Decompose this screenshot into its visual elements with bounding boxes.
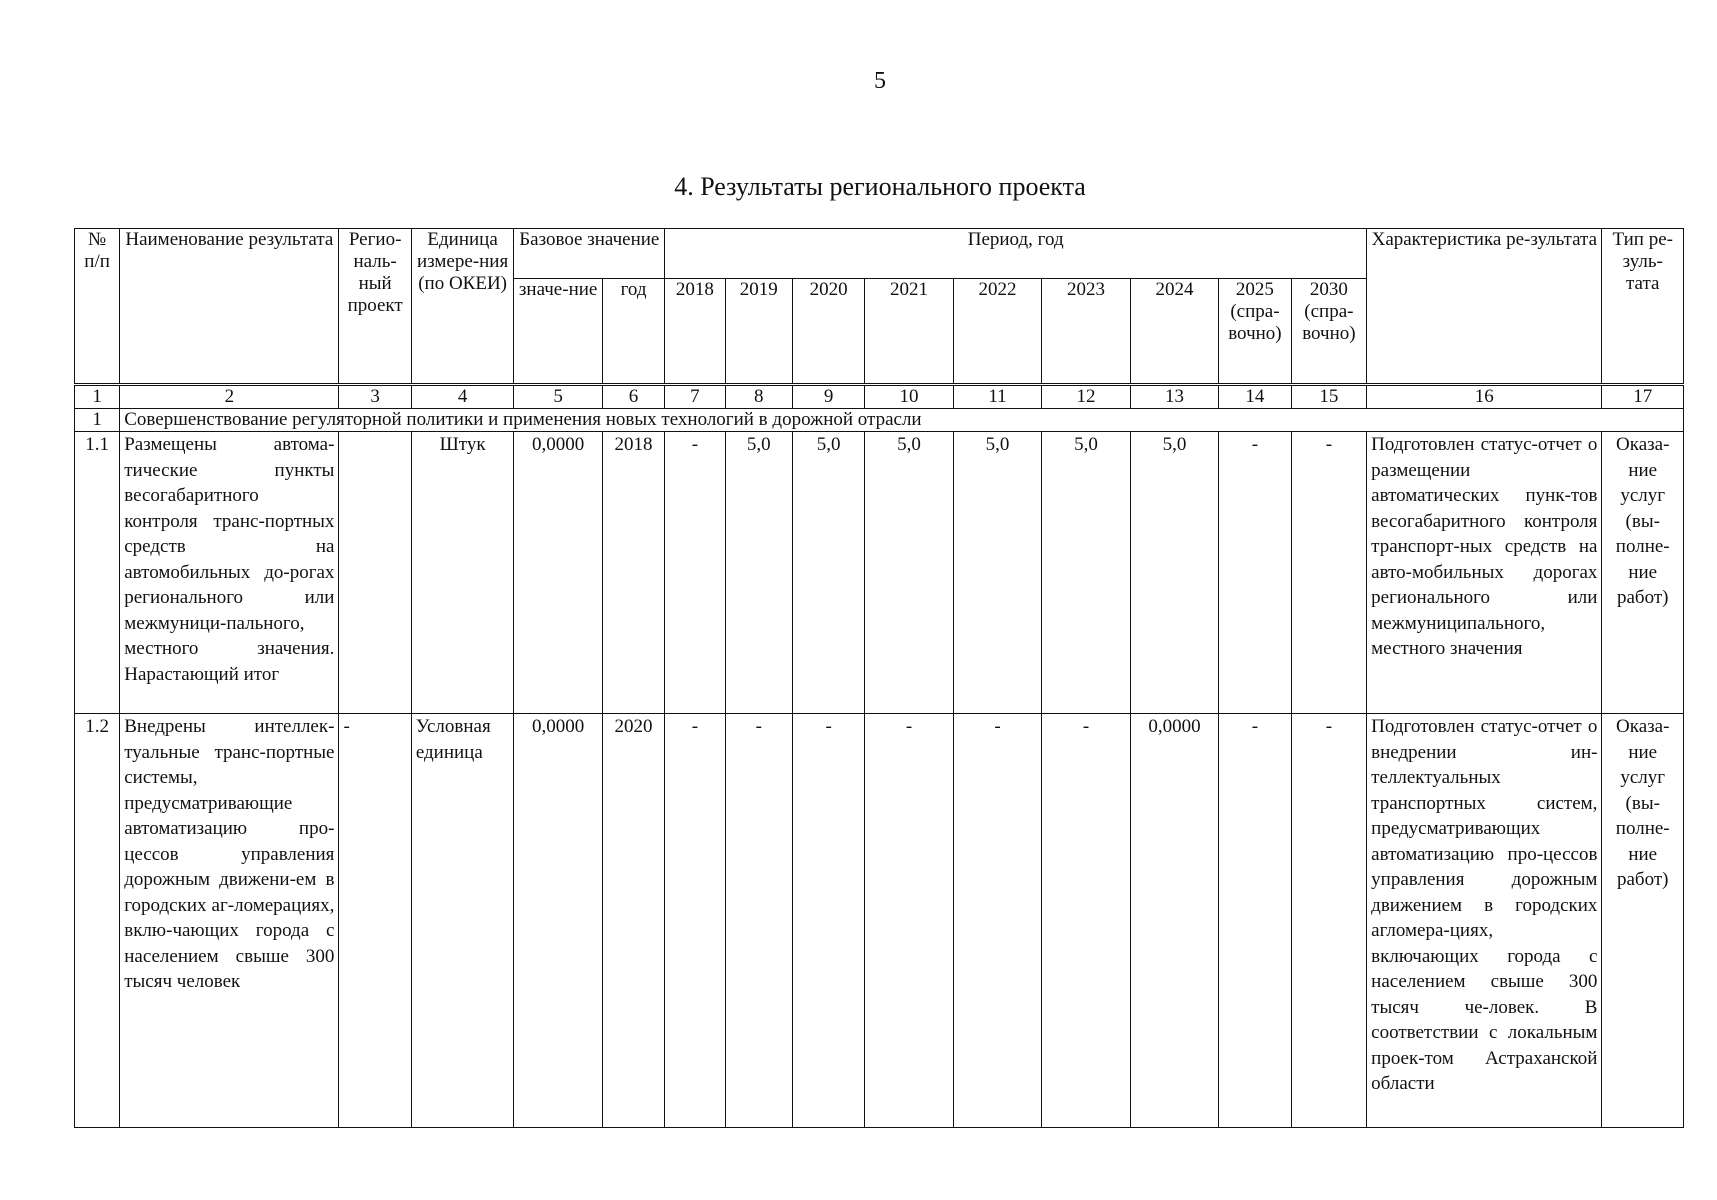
row-value-2018: - (665, 432, 725, 714)
column-number: 10 (865, 385, 953, 409)
header-year-2023: 2023 (1042, 279, 1130, 385)
row-characteristic: Подготовлен статус-отчет о размещении автоматических пунк-тов весогабаритного контроля транспорт-ных средств на авто-мобильных дорогах регионального или межмуниципального, местного значения (1367, 432, 1602, 714)
row-value-2021: 5,0 (865, 432, 953, 714)
column-number: 8 (725, 385, 792, 409)
column-number: 7 (665, 385, 725, 409)
column-number: 4 (411, 385, 514, 409)
row-value-2022: 5,0 (953, 432, 1041, 714)
row-value-2020: - (792, 714, 864, 1128)
row-type: Оказа-ние услуг (вы-полне-ние работ) (1602, 714, 1684, 1128)
header-base-value: Базовое значение (514, 229, 665, 279)
header-type: Тип ре-зуль-тата (1602, 229, 1684, 385)
row-num: 1.2 (75, 714, 120, 1128)
header-year-2021: 2021 (865, 279, 953, 385)
section-num: 1 (75, 409, 120, 432)
page-title: 4. Результаты регионального проекта (674, 172, 1086, 201)
row-value-2018: - (665, 714, 725, 1128)
row-num: 1.1 (75, 432, 120, 714)
section-title: Совершенствование регуляторной политики и применения новых технологий в дорожной отрасли (120, 409, 1684, 432)
row-value-2019: 5,0 (725, 432, 792, 714)
row-regional-project (339, 432, 411, 714)
row-base-value: 0,0000 (514, 432, 602, 714)
header-year-2020: 2020 (792, 279, 864, 385)
row-regional-project: - (339, 714, 411, 1128)
column-number: 14 (1219, 385, 1291, 409)
header-year-2018: 2018 (665, 279, 725, 385)
header-year-2024: 2024 (1130, 279, 1218, 385)
row-type: Оказа-ние услуг (вы-полне-ние работ) (1602, 432, 1684, 714)
row-value-2023: 5,0 (1042, 432, 1130, 714)
row-unit: Условная единица (411, 714, 514, 1128)
column-number: 13 (1130, 385, 1218, 409)
row-value-2019: - (725, 714, 792, 1128)
row-base-year: 2018 (602, 432, 664, 714)
column-number: 16 (1367, 385, 1602, 409)
row-value-2030: - (1291, 432, 1367, 714)
header-num: № п/п (75, 229, 120, 385)
row-value-2020: 5,0 (792, 432, 864, 714)
column-number: 2 (120, 385, 339, 409)
table-row (75, 714, 1684, 1128)
column-number: 1 (75, 385, 120, 409)
header-year-2019: 2019 (725, 279, 792, 385)
row-value-2030: - (1291, 714, 1367, 1128)
column-number-row (75, 385, 1684, 409)
header-period: Период, год (665, 229, 1367, 279)
column-number: 9 (792, 385, 864, 409)
column-number: 17 (1602, 385, 1684, 409)
header-base-value-value: значе-ние (514, 279, 602, 385)
row-characteristic: Подготовлен статус-отчет о внедрении ин-теллектуальных транспортных систем, предусматривающих автоматизацию про-цессов управления дорожным движением в городских агломера-циях, включающих города с населением свыше 300 тысяч че-ловек. В соответствии с локальным проек-том Астраханской области (1367, 714, 1602, 1128)
row-value-2025: - (1219, 714, 1291, 1128)
page-number: 5 (874, 68, 886, 94)
header-year-2025: 2025 (спра-вочно) (1219, 279, 1291, 385)
header-year-2030: 2030 (спра-вочно) (1291, 279, 1367, 385)
row-name: Внедрены интеллек-туальные транс-портные системы, предусматривающие автоматизацию про-цессов управления дорожным движени-ем в городских аг-ломерациях, вклю-чающих города с населением свыше 300 тысяч человек (120, 714, 339, 1128)
row-value-2025: - (1219, 432, 1291, 714)
row-unit: Штук (411, 432, 514, 714)
column-number: 12 (1042, 385, 1130, 409)
row-value-2022: - (953, 714, 1041, 1128)
header-regional-project: Регио-наль-ный проект (339, 229, 411, 385)
row-value-2023: - (1042, 714, 1130, 1128)
table-row (75, 432, 1684, 714)
column-number: 15 (1291, 385, 1367, 409)
column-number: 6 (602, 385, 664, 409)
column-number: 11 (953, 385, 1041, 409)
section-row (75, 409, 1684, 432)
header-characteristic: Характеристика ре-зультата (1367, 229, 1602, 385)
header-base-value-year: год (602, 279, 664, 385)
column-number: 3 (339, 385, 411, 409)
row-value-2024: 5,0 (1130, 432, 1218, 714)
row-value-2024: 0,0000 (1130, 714, 1218, 1128)
header-year-2022: 2022 (953, 279, 1041, 385)
row-base-value: 0,0000 (514, 714, 602, 1128)
header-unit: Единица измере-ния (по ОКЕИ) (411, 229, 514, 385)
results-table (74, 228, 1684, 1128)
column-number: 5 (514, 385, 602, 409)
row-value-2021: - (865, 714, 953, 1128)
row-base-year: 2020 (602, 714, 664, 1128)
header-name: Наименование результата (120, 229, 339, 385)
row-name: Размещены автома-тические пункты весогабаритного контроля транс-портных средств на автомобильных до-рогах регионального или межмуници-пального, местного значения. Нарастающий итог (120, 432, 339, 714)
